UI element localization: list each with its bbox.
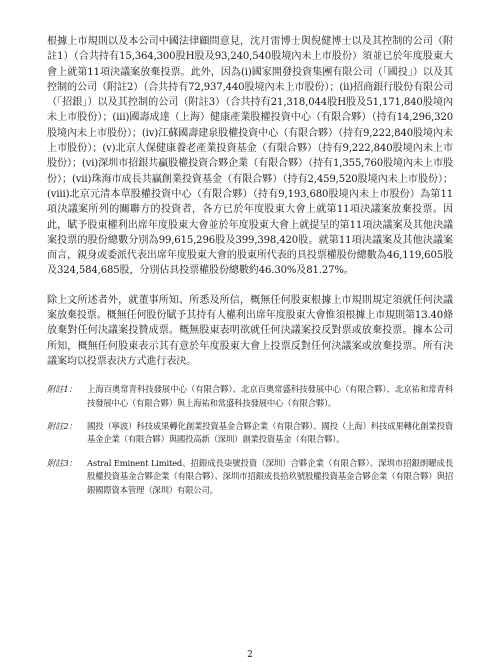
footnote-text: 上海百奧常青科技發展中心（有限合夥）、北京百奧常盛科技發展中心（有限合夥）、北京祐和常青科技發展中心（有限合夥）與上海祐和常盛科技發展中心（有限合夥）。: [87, 384, 453, 408]
footnote-2: [47, 420, 453, 447]
footnote-label: 附註3：: [47, 457, 77, 468]
footnote-label: 附註2：: [47, 421, 77, 432]
footnotes: [47, 383, 453, 497]
footnote-1: [47, 383, 453, 410]
body-paragraph-voting-abstention: 根據上市規則以及本公司中國法律顧問意見，沈月雷博士與倪健博士以及其控制的公司（附註1）（合共持有15,364,300股H股及93,240,540股境內未上市股份）須並已於年度股東大會上就第11項決議案放棄投票。此外，因為(i)國家開發投資集團有限公司（「國投」）以及其控制的公司（附註2）（合共持有72,937,440股境內未上市股份）；(ii)招商銀行股份有限公司（「招銀」）以及其控制的公司（附註3）（合共持有21,318,044股H股及51,171,840股境內未上市股份）；(iii)國壽成達（上海）健康產業股權投資中心（有限合夥）（持有14,296,320股境內未上市股份）；(iv)江蘇國壽建泉股權投資中心（有限合夥）（持有9,222,840股境內未上市股份）；(v)北京人保健康養老產業投資基金（有限合夥）（持有9,222,840股境內未上市股份）；(vi)深圳市招銀共贏股權投資合夥企業（有限合夥）（持有1,355,760股境內未上市股份）；(vii)珠海市成長共贏創業投資基金（有限合夥）（持有2,459,520股境內未上市股份）；(viii)北京元清本草股權投資中心（有限合夥）（持有9,193,680股境內未上市股份）為第11項決議案所列的關聯方的投資者，各方已於年度股東大會上就第11項決議案放棄投票。因此，賦予股東權利出席年度股東大會並於年度股東大會上就提呈的第11項決議案及其他決議案投票的股份總數分別為99,615,296股及399,398,420股。就第11項決議案及其他決議案而言，親身或委派代表出席年度股東大會的股東所代表的具投票權股份總數為46,119,605股及324,584,685股，分別佔具投票權股份總數約46.30%及81.27%。: [47, 36, 453, 277]
footnote-label: 附註1：: [47, 384, 77, 395]
footnote-text: 國投（寧波）科技成果轉化創業投資基金合夥企業（有限合夥）、國投（上海）科技成果轉化創業投資基金企業（有限合夥）與國投高新（深圳）創業投資基金（有限合夥）。: [87, 421, 453, 445]
footnote-3: [47, 457, 453, 497]
footnote-text: Astral Eminent Limited、招銀成長柒號投資（深圳）合夥企業（有限合夥）、深圳市招銀朗曜成長股權投資基金合夥企業（有限合夥）、深圳市招銀成長拾玖號股權投資基金合夥企業（有限合夥）與招銀國際資本管理（深圳）有限公司。: [87, 457, 453, 495]
body-paragraph-other-resolutions: 除上文所述者外，就董事所知、所悉及所信，概無任何股東根據上市規則規定須就任何決議案放棄投票。概無任何股份賦予其持有人權利出席年度股東大會惟須根據上市規則第13.40條放棄對任何決議案投贊成票。概無股東表明欲就任何決議案投反對票或放棄投票。據本公司所知，概無任何股東表示其有意於年度股東大會上投票反對任何決議案或放棄投票。所有決議案均以投票表決方式進行表決。: [47, 294, 454, 367]
page-number: 2: [247, 650, 253, 660]
